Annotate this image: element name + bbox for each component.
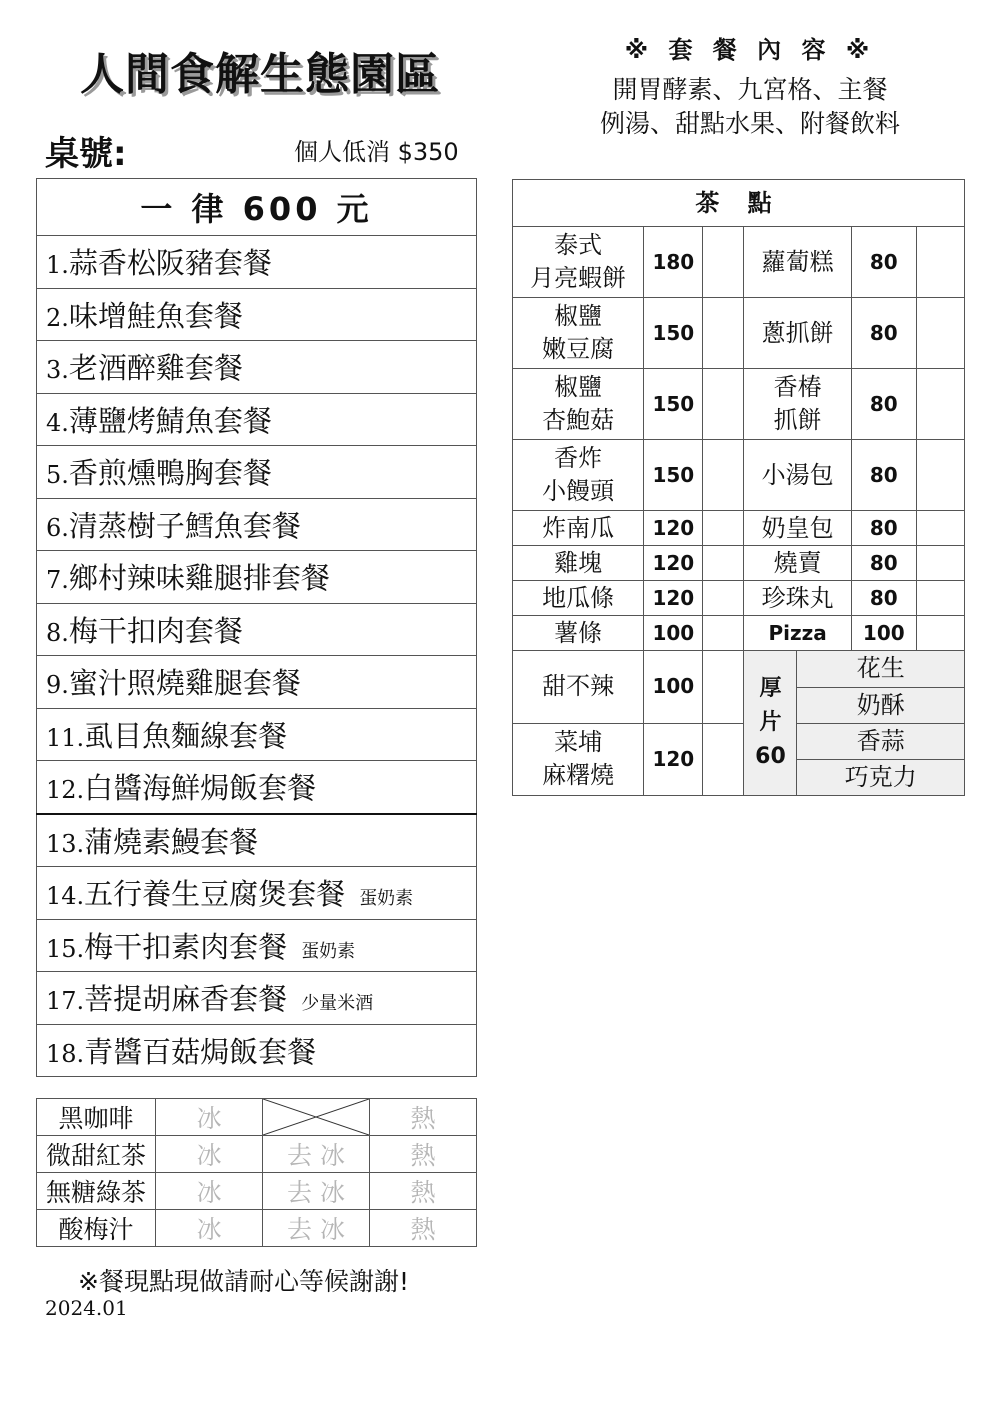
order-box[interactable]	[916, 298, 964, 369]
order-box[interactable]	[703, 546, 744, 581]
meal-name: 梅干扣素肉套餐	[84, 929, 288, 964]
meal-row[interactable]	[37, 814, 477, 867]
meal-note: 少量米酒	[301, 993, 374, 1015]
snack-name: 奶皇包	[744, 511, 851, 546]
snack-name: 菜埔 麻糬燒	[513, 723, 644, 796]
hot-option[interactable]: 熱	[370, 1136, 477, 1173]
meal-number: 14.	[46, 882, 85, 911]
meal-row[interactable]	[37, 919, 477, 972]
order-box[interactable]	[916, 369, 964, 440]
meal-name: 味增鮭魚套餐	[68, 298, 243, 333]
meal-number: 18.	[46, 1039, 85, 1068]
hot-option[interactable]: 熱	[370, 1210, 477, 1247]
meal-row[interactable]	[37, 236, 477, 289]
snack-name: 燒賣	[744, 546, 851, 581]
toast-flavor[interactable]: 香蒜	[797, 723, 964, 759]
snack-price: 100	[851, 616, 916, 651]
snack-price: 120	[644, 546, 703, 581]
snack-price: 100	[644, 651, 703, 724]
ice-option[interactable]: 冰	[156, 1099, 263, 1136]
meal-name: 菩提胡麻香套餐	[84, 982, 288, 1017]
meal-number: 11.	[46, 723, 85, 752]
snack-price: 80	[851, 298, 916, 369]
meal-number: 3.	[46, 356, 69, 385]
table-number-label: 桌號:	[45, 134, 127, 174]
ice-option[interactable]: 冰	[156, 1136, 263, 1173]
order-box[interactable]	[916, 227, 964, 298]
meal-number: 17.	[46, 987, 85, 1016]
toast-flavor[interactable]: 花生	[797, 651, 964, 687]
order-box[interactable]	[916, 440, 964, 511]
meal-row[interactable]	[37, 761, 477, 814]
snack-price: 120	[644, 581, 703, 616]
meal-number: 7.	[46, 566, 69, 595]
drink-name: 酸梅汁	[37, 1210, 156, 1247]
meal-name: 白醬海鮮焗飯套餐	[84, 771, 317, 806]
snack-name: 香椿 抓餅	[744, 369, 851, 440]
meal-name: 蜜汁照燒雞腿套餐	[68, 666, 301, 701]
meal-name: 青醬百菇焗飯套餐	[84, 1034, 317, 1069]
meal-name: 蒜香松阪豬套餐	[68, 246, 272, 281]
toast-flavor[interactable]: 奶酥	[797, 687, 964, 723]
meal-number: 5.	[46, 461, 69, 490]
snack-name: 蔥抓餅	[744, 298, 851, 369]
order-box[interactable]	[703, 298, 744, 369]
drink-row	[37, 1210, 477, 1247]
order-box[interactable]	[703, 440, 744, 511]
meal-row[interactable]	[37, 656, 477, 709]
combo-heading: ※ 套 餐 內 容 ※	[624, 36, 876, 64]
meal-note: 蛋奶素	[301, 940, 356, 962]
no-ice-option[interactable]: 去 冰	[263, 1173, 370, 1210]
snack-price: 80	[851, 440, 916, 511]
drink-name: 黑咖啡	[37, 1099, 156, 1136]
restaurant-title: 人間食解生態園區	[80, 49, 440, 100]
snack-name: 椒鹽 嫩豆腐	[513, 298, 644, 369]
snack-name: Pizza	[744, 616, 851, 651]
snack-name: 薯條	[513, 616, 644, 651]
combo-contents	[560, 30, 940, 141]
ice-option[interactable]: 冰	[156, 1210, 263, 1247]
meal-row[interactable]	[37, 498, 477, 551]
meal-number: 4.	[46, 408, 69, 437]
snack-name: 泰式 月亮蝦餅	[513, 227, 644, 298]
meal-row[interactable]	[37, 972, 477, 1025]
meal-name: 梅干扣肉套餐	[68, 613, 243, 648]
hot-option[interactable]: 熱	[370, 1173, 477, 1210]
meals-price-header: 一 律 600 元	[37, 179, 477, 236]
meal-name: 香煎燻鴨胸套餐	[68, 456, 272, 491]
snack-name: 小湯包	[744, 440, 851, 511]
meal-number: 12.	[46, 776, 85, 805]
meal-name: 薄鹽烤鯖魚套餐	[68, 403, 272, 438]
meal-name: 鄉村辣味雞腿排套餐	[68, 561, 330, 596]
snack-price: 80	[851, 227, 916, 298]
meal-row[interactable]	[37, 551, 477, 604]
drink-row	[37, 1099, 477, 1136]
snack-price: 80	[851, 546, 916, 581]
meal-number: 2.	[46, 303, 69, 332]
drink-row	[37, 1173, 477, 1210]
ice-option[interactable]: 冰	[156, 1173, 263, 1210]
snack-price: 120	[644, 723, 703, 796]
no-ice-option[interactable]: 去 冰	[263, 1136, 370, 1173]
combo-line-2: 例湯、甜點水果、附餐飲料	[599, 109, 900, 138]
drinks-table	[36, 1098, 477, 1247]
unavailable-cross-icon	[263, 1099, 370, 1136]
thick-toast-block	[744, 651, 965, 796]
order-box[interactable]	[916, 546, 964, 581]
meal-row[interactable]	[37, 708, 477, 761]
order-box[interactable]	[703, 511, 744, 546]
snack-name: 雞塊	[513, 546, 644, 581]
meal-row[interactable]	[37, 341, 477, 394]
meal-name: 清蒸樹子鱈魚套餐	[68, 508, 301, 543]
meals-table	[36, 178, 477, 1077]
combo-line-1: 開胃酵素、九宮格、主餐	[612, 75, 888, 104]
meal-number: 8.	[46, 618, 69, 647]
order-box[interactable]	[916, 581, 964, 616]
meal-number: 13.	[46, 829, 85, 858]
order-box[interactable]	[703, 616, 744, 651]
meal-row[interactable]	[37, 867, 477, 920]
drink-name: 微甜紅茶	[37, 1136, 156, 1173]
snack-name: 蘿蔔糕	[744, 227, 851, 298]
snack-price: 80	[851, 511, 916, 546]
snack-price: 180	[644, 227, 703, 298]
snack-price: 150	[644, 369, 703, 440]
drink-name: 無糖綠茶	[37, 1173, 156, 1210]
snack-price: 80	[851, 581, 916, 616]
snack-name: 炸南瓜	[513, 511, 644, 546]
meal-row[interactable]	[37, 446, 477, 499]
meal-number: 9.	[46, 671, 69, 700]
snack-price: 150	[644, 298, 703, 369]
meal-name: 蒲燒素鰻套餐	[84, 824, 259, 859]
snack-price: 100	[644, 616, 703, 651]
order-box[interactable]	[916, 511, 964, 546]
meal-row[interactable]	[37, 288, 477, 341]
snack-price: 120	[644, 511, 703, 546]
thick-toast-label: 厚 片 60	[744, 651, 797, 795]
order-box[interactable]	[703, 651, 744, 724]
meal-note: 蛋奶素	[359, 888, 414, 910]
meal-row[interactable]	[37, 1024, 477, 1077]
snack-price: 150	[644, 440, 703, 511]
meal-number: 6.	[46, 513, 69, 542]
meal-name: 老酒醉雞套餐	[68, 351, 243, 386]
snack-name: 珍珠丸	[744, 581, 851, 616]
tea-header: 茶 點	[513, 180, 965, 227]
meal-row[interactable]	[37, 603, 477, 656]
snack-name: 椒鹽 杏鮑菇	[513, 369, 644, 440]
notice-text: ※餐現點現做請耐心等候謝謝!	[78, 1267, 409, 1296]
snack-name: 地瓜條	[513, 581, 644, 616]
meal-number: 1.	[46, 251, 69, 280]
minimum-spend: 個人低消 $350	[294, 138, 459, 166]
meal-row[interactable]	[37, 393, 477, 446]
order-box[interactable]	[703, 723, 744, 796]
snack-name: 甜不辣	[513, 651, 644, 724]
meal-name: 五行養生豆腐煲套餐	[84, 877, 346, 912]
meal-number: 15.	[46, 934, 85, 963]
thick-toast-table	[744, 651, 964, 795]
tea-snacks-table	[512, 179, 965, 796]
no-ice-option[interactable]: 去 冰	[263, 1210, 370, 1247]
order-box[interactable]	[703, 581, 744, 616]
snack-price: 80	[851, 369, 916, 440]
menu-date: 2024.01	[45, 1296, 128, 1320]
snack-name: 香炸 小饅頭	[513, 440, 644, 511]
drink-row	[37, 1136, 477, 1173]
order-box[interactable]	[916, 616, 964, 651]
meal-name: 虱目魚麵線套餐	[84, 718, 288, 753]
order-box[interactable]	[703, 369, 744, 440]
order-box[interactable]	[703, 227, 744, 298]
toast-flavor[interactable]: 巧克力	[797, 759, 964, 795]
hot-option[interactable]: 熱	[370, 1099, 477, 1136]
